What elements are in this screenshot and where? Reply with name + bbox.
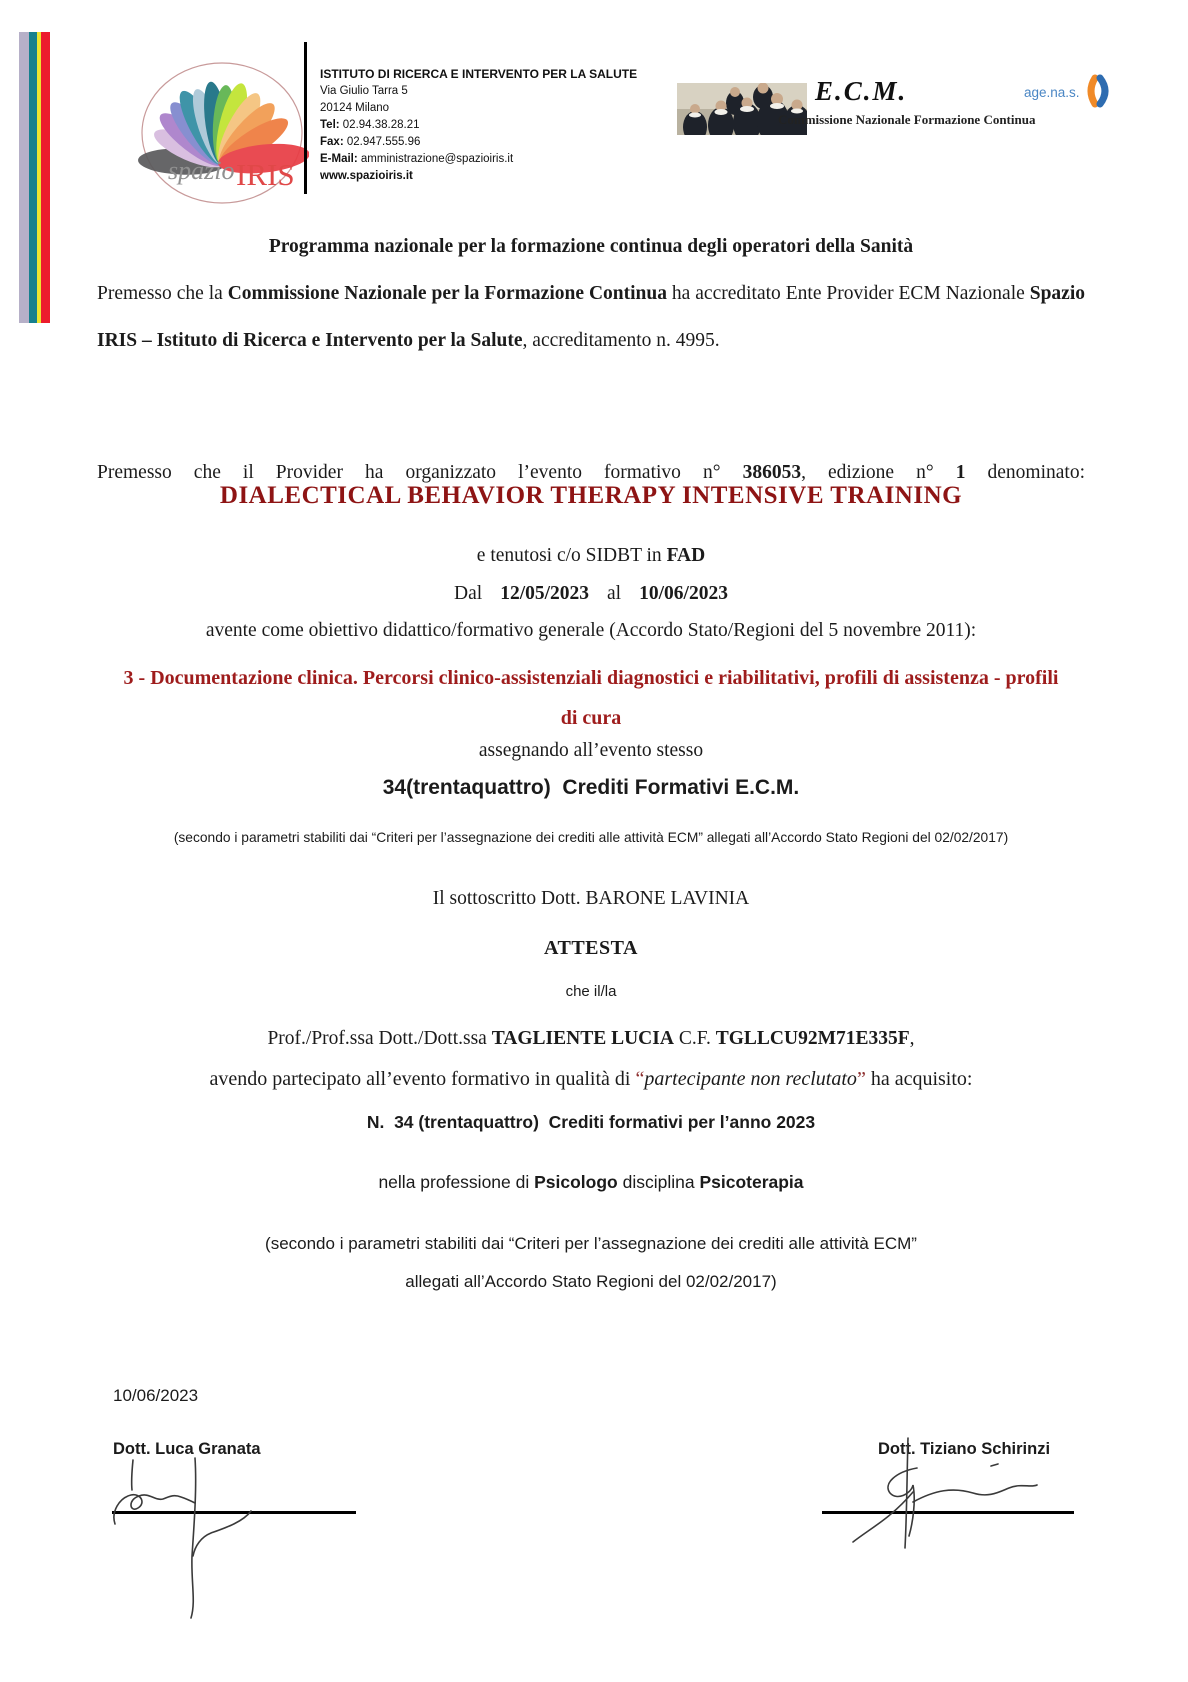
tel-value: 02.94.38.28.21: [339, 119, 420, 131]
venue-text: e tenutosi c/o SIDBT in: [476, 545, 667, 566]
institute-name: ISTITUTO DI RICERCA E INTERVENTO PER LA SALUTE: [320, 67, 638, 81]
left-color-stripes: [19, 32, 50, 323]
attesta-heading: ATTESTA: [544, 937, 638, 959]
signer-right-name: Dott. Tiziano Schirinzi: [878, 1440, 1051, 1458]
participant-name: TAGLIENTE LUCIA: [491, 1028, 674, 1049]
p2-text: denominato:: [965, 462, 1085, 483]
participant-cf-label: C.F.: [673, 1028, 716, 1049]
signature-line-left: [112, 1511, 356, 1514]
ecm-subtitle: Commissione Nazionale Formazione Continua: [778, 112, 1036, 127]
agenas-symbol-icon: [1084, 74, 1114, 108]
objective-text-inner: 3 - Documentazione clinica. Percorsi clinico-assistenziali diagnostici e riabilitativi, profili di assistenza - profili di cura: [123, 667, 1059, 729]
email-label: E-Mail:: [320, 153, 358, 165]
fax-label: Fax:: [320, 136, 344, 148]
participant-line: [97, 1028, 1085, 1050]
participant-fiscal-code: TGLLCU92M71E335F: [715, 1028, 910, 1049]
discipline-bold: Psicoterapia: [699, 1172, 804, 1192]
institute-tel: [320, 117, 637, 134]
p1-text: Premesso che la: [97, 283, 228, 304]
institute-contact-block: [320, 66, 637, 185]
open-quote: “: [635, 1068, 645, 1090]
logo-word-spazio: spazio: [168, 156, 235, 185]
close-quote: ”: [856, 1068, 866, 1090]
dates-line: [97, 583, 1085, 605]
criteria-note-line2: allegati all’Accordo Stato Regioni del 02/02/2017): [405, 1272, 777, 1291]
institute-street: Via Giulio Tarra 5: [320, 85, 408, 97]
email-value: amministrazione@spazioiris.it: [357, 153, 514, 165]
che-il-la-line: che il/la: [565, 983, 617, 1000]
signature-line-right: [822, 1511, 1074, 1514]
venue-line: [97, 545, 1085, 567]
participation-text: ha acquisito:: [865, 1068, 973, 1090]
premise-accreditation-paragraph: [97, 270, 1085, 364]
dates-dal: Dal: [454, 583, 483, 604]
objective-text: [97, 658, 1085, 738]
logo-word-iris: IRIS: [236, 157, 295, 192]
dates-al: al: [607, 583, 622, 604]
ecm-wordmark: E.C.M.: [815, 76, 908, 106]
objective-intro: avente come obiettivo didattico/formativo generale (Accordo Stato/Regioni del 5 novembre 2011):: [205, 620, 977, 641]
p1-commission-bold: Commissione Nazionale per la Formazione Continua: [227, 283, 667, 304]
participant-comma: ,: [909, 1028, 915, 1049]
institute-email: [320, 151, 637, 168]
criteria-note-small: (secondo i parametri stabiliti dai “Criteri per l’assegnazione dei crediti alle attività ECM” allegati all’Accordo Stato Regioni del 02/02/2017): [173, 830, 1009, 845]
credits-line: 34(trentaquattro) Crediti Formativi E.C.M.: [382, 776, 800, 799]
profession-text: disciplina: [617, 1172, 700, 1192]
signer-left-name: Dott. Luca Granata: [113, 1440, 261, 1458]
event-title: DIALECTICAL BEHAVIOR THERAPY INTENSIVE TRAINING: [219, 482, 963, 509]
participation-line: [97, 1068, 1085, 1091]
profession-bold: Psicologo: [534, 1172, 618, 1192]
profession-line: [97, 1172, 1085, 1193]
institute-city: 20124 Milano: [320, 102, 390, 114]
institute-fax: [320, 134, 637, 151]
participation-text: avendo partecipato all’evento formativo in qualità di: [209, 1068, 636, 1090]
venue-fad-bold: FAD: [666, 545, 706, 566]
fax-value: 02.947.555.96: [343, 136, 421, 148]
issue-date: 10/06/2023: [113, 1386, 199, 1405]
institute-website: www.spazioiris.it: [320, 170, 413, 182]
tel-label: Tel:: [320, 119, 340, 131]
stripe-lavender: [19, 32, 29, 323]
participation-role-italic: partecipante non reclutato: [644, 1068, 857, 1090]
p2-text: Premesso che il Provider ha organizzato l’evento formativo n°: [97, 462, 743, 483]
credits-acquired-line: N. 34 (trentaquattro) Crediti formativi per l’anno 2023: [366, 1112, 816, 1132]
agenas-wordmark: age.na.s.: [1024, 85, 1080, 100]
stripe-red: [41, 32, 50, 323]
signature-left: [105, 1456, 375, 1626]
program-title: Programma nazionale per la formazione continua degli operatori della Sanità: [268, 236, 914, 257]
criteria-note-line1: (secondo i parametri stabiliti dai “Criteri per l’assegnazione dei crediti alle attività ECM”: [265, 1234, 917, 1253]
start-date: 12/05/2023: [500, 583, 590, 604]
event-number: 386053: [742, 462, 802, 483]
p2-text: , edizione n°: [801, 462, 956, 483]
edition-number: 1: [955, 462, 966, 483]
profession-text: nella professione di: [378, 1172, 535, 1192]
undersigned-line: Il sottoscritto Dott. BARONE LAVINIA: [432, 888, 750, 909]
end-date: 10/06/2023: [639, 583, 728, 604]
header-divider-line: [304, 42, 307, 194]
assigning-line: assegnando all’evento stesso: [478, 740, 704, 761]
p1-text: ha accreditato Ente Provider ECM Nazionale: [666, 283, 1030, 304]
spazio-iris-logo-icon: [134, 55, 309, 205]
p1-provider-bold: Spazio IRIS – Istituto di Ricerca e Intervento per la Salute: [97, 283, 1085, 351]
participant-prefix: Prof./Prof.ssa Dott./Dott.ssa: [267, 1028, 492, 1049]
p1-text: , accreditamento n. 4995.: [522, 330, 720, 351]
stripe-teal: [29, 32, 37, 323]
